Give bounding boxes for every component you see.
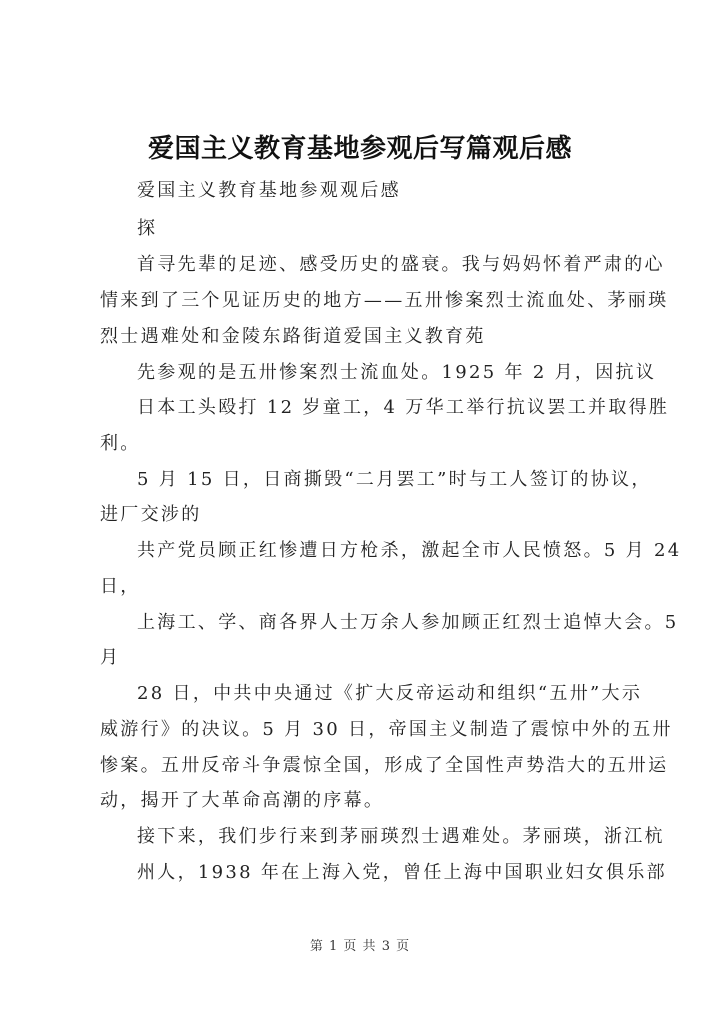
body-text-line: 上海工、学、商各界人士万余人参加顾正红烈士追悼大会。5 [137,612,679,633]
body-text-line: 先参观的是五卅惨案烈士流血处。1925 年 2 月，因抗议 [137,362,657,383]
body-text-line: 情来到了三个见证历史的地方——五卅惨案烈士流血处、茅丽瑛 [100,290,669,311]
body-text-line: 州人，1938 年在上海入党，曾任上海中国职业妇女俱乐部 [137,862,667,883]
page-footer: 第 1 页 共 3 页 [309,939,411,954]
body-text-line: 首寻先辈的足迹、感受历史的盛衰。我与妈妈怀着严肃的心 [137,254,665,275]
body-text-line: 烈士遇难处和金陵东路街道爱国主义教育苑 [100,326,486,347]
body-text-line: 惨案。五卅反帝斗争震惊全国，形成了全国性声势浩大的五卅运 [100,755,669,776]
document-title: 爱国主义教育基地参观后写篇观后感 [147,134,572,164]
body-text-line: 接下来，我们步行来到茅丽瑛烈士遇难处。茅丽瑛，浙江杭 [137,826,665,847]
body-text-line: 日本工头殴打 12 岁童工，4 万华工举行抗议罢工并取得胜 [137,397,670,418]
body-text-line: 月 [100,647,121,668]
body-text-line: 进厂交涉的 [100,504,202,525]
body-text-line: 动，揭开了大革命高潮的序幕。 [100,790,385,811]
body-text-line: 爱国主义教育基地参观观后感 [137,180,401,201]
body-text-line: 探 [137,218,158,239]
body-text-line: 日， [100,576,141,597]
body-text-line: 28 日，中共中央通过《扩大反帝运动和组织“五卅”大示 [137,683,643,704]
body-text-line: 共产党员顾正红惨遭日方枪杀，激起全市人民愤怒。5 月 24 [137,540,682,561]
body-text-line: 威游行》的决议。5 月 30 日，帝国主义制造了震惊中外的五卅 [100,719,673,740]
body-text-line: 利。 [100,433,141,454]
body-text-line: 5 月 15 日，日商撕毁“二月罢工”时与工人签订的协议， [137,469,652,490]
